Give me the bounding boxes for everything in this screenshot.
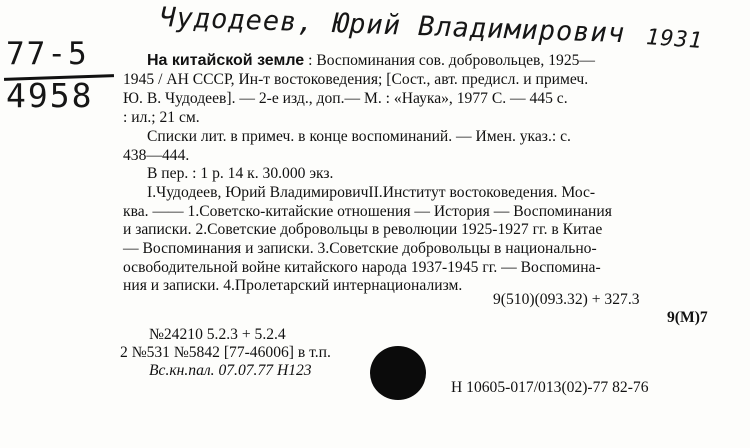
handwritten-author-name: Чудодеев, Юрий Владимирович [158,2,626,50]
handwritten-shelf-code: 77-5 [6,36,89,72]
bottom-line-1: №24210 5.2.3 + 5.2.4 [149,326,286,343]
bottom-line-2: 2 №531 №5842 [77-46006] в т.п. [120,344,331,361]
record-line-12: освободительной войне китайского народа 1937-1945 гг. — Воспомина- [123,259,601,276]
record-line-1 [147,52,595,69]
handwritten-accession-number: 4958 [6,76,94,115]
record-line-13: ния и записки. 4.Пролетарский интернационализм. [123,277,463,294]
record-line-7: В пер. : 1 р. 14 к. 30.000 экз. [147,165,334,182]
record-line-4: : ил.; 21 см. [123,109,200,126]
book-title: На китайской земле [147,52,305,69]
record-line-9: ква. —— 1.Советско-китайские отношения — История — Воспоминания [123,203,612,220]
order-code: Н 10605-017/013(02)-77 82-76 [451,379,649,396]
classification-index: 9(510)(093.32) + 327.3 [493,291,640,308]
record-line-11: — Воспоминания и записки. 3.Советские добровольцы в национально- [123,240,597,257]
handwritten-year: 1931 [645,25,704,54]
classification-index-bold: 9(M)7 [667,309,708,326]
record-line-6: 438—444. [123,147,190,164]
record-line-3: Ю. В. Чудодеев]. — 2-е изд., доп.— М. : «Наука», 1977 С. — 445 с. [123,90,568,107]
record-line-2: 1945 / АН СССР, Ин-т востоковедения; [Сост., авт. предисл. и примеч. [123,71,589,88]
record-line-8: I.Чудодеев, Юрий ВладимировичII.Институт востоковедения. Мос- [147,184,596,201]
ink-blot [370,346,426,400]
bottom-line-3: Вс.кн.пал. 07.07.77 Н123 [149,362,312,379]
record-line-5: Списки лит. в примеч. в конце воспоминаний. — Имен. указ.: с. [147,128,571,145]
record-line-10: и записки. 2.Советские добровольцы в революции 1925-1927 гг. в Китае [123,221,603,238]
record-line-1-rest: : Воспоминания сов. добровольцев, 1925— [308,52,596,69]
